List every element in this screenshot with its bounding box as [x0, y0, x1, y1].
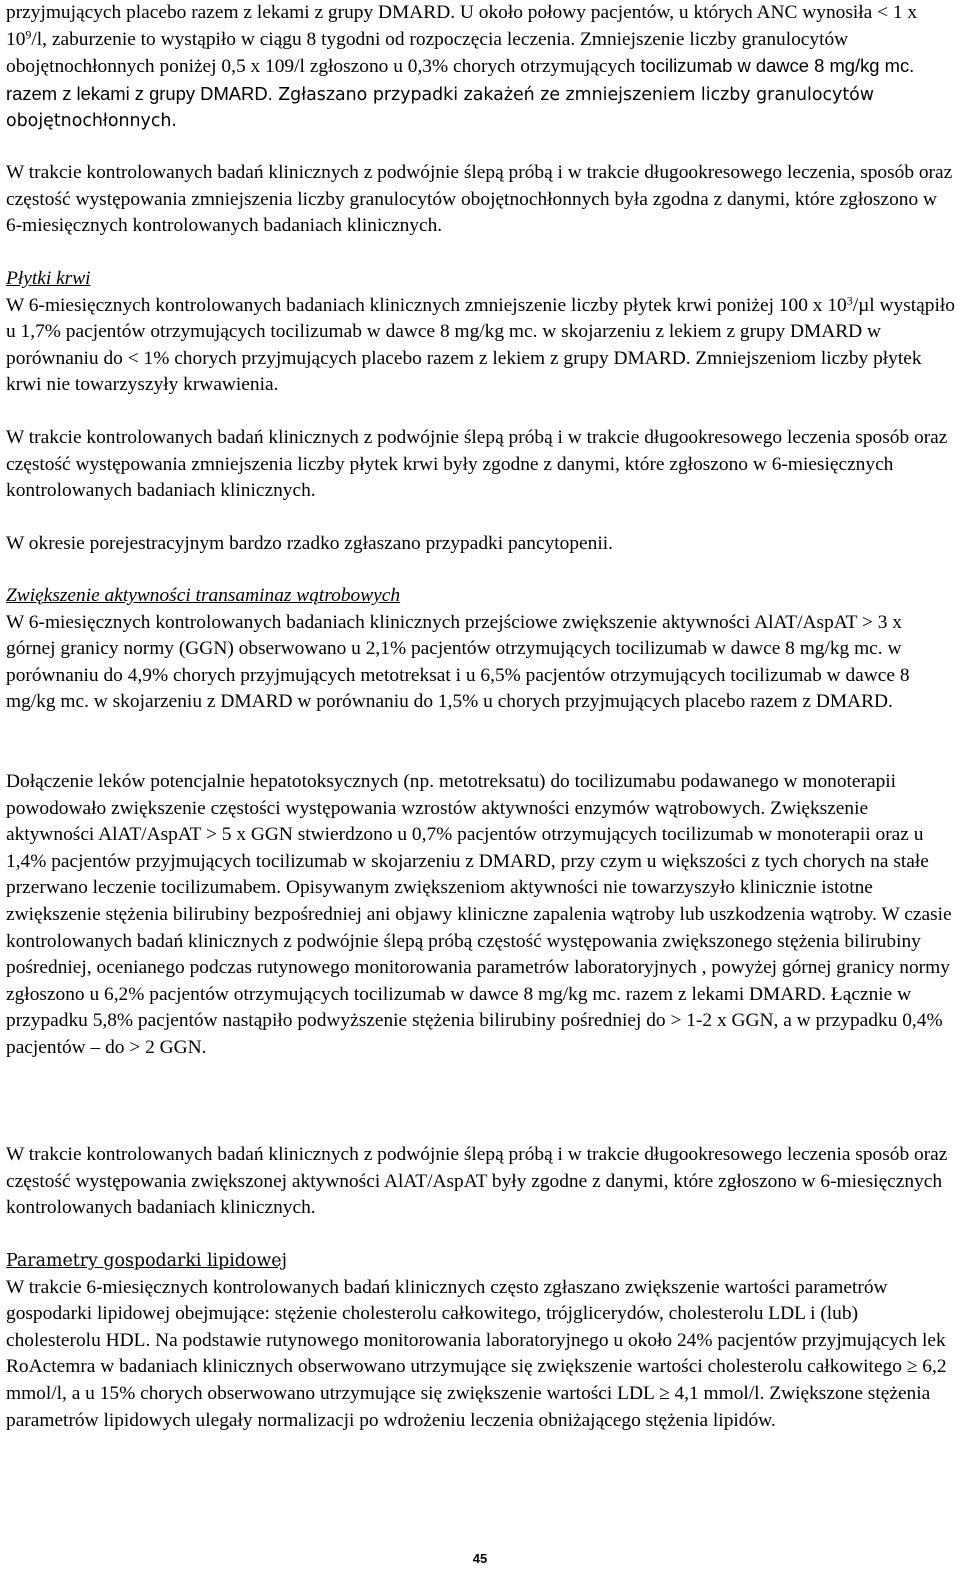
section-text: W 6-miesięcznych kontrolowanych badaniach klinicznych przejściowe zwiększenie aktywności AlAT/AspAT > 3 x górnej granicy normy (GGN) obserwowano u 2,1% pacjentów otrzymujących tocilizumab w dawce 8 mg/kg mc. w porównaniu do 4,9% chorych przyjmujących metotreksat i u 6,5% pacjentów otrzymujących tocilizumab w dawce 8 mg/kg mc. w skojarzeniu z DMARD w porównaniu do 1,5% u chorych przyjmujących placebo razem z DMARD.	[6, 611, 910, 713]
section-text	[6, 293, 956, 399]
paragraph-transaminases-long-term: W trakcie kontrolowanych badań klinicznych z podwójnie ślepą próbą i w trakcie długookresowego leczenia sposób oraz częstość występowania zwiększonej aktywności AlAT/AspAT były zgodne z danymi, które zgłoszono w 6-miesięcznych kontrolowanych badaniach klinicznych.	[6, 1144, 948, 1219]
section-platelets	[6, 266, 956, 399]
text-run: /µl wystąpiło u 1,7% pacjentów otrzymujących tocilizumab w dawce 8 mg/kg mc. w skojarzeniu z lekiem z grupy DMARD w porównaniu do < 1% chorych przyjmujących placebo razem z lekiem z grupy DMARD. Zmniejszeniom liczby płytek krwi nie towarzyszyły krwawienia.	[6, 294, 955, 396]
paragraph-neutrophils-continued	[6, 0, 956, 135]
text-run: tocilizumab w dawce 8 mg/kg mc. razem z lekami z grupy DMARD.	[6, 55, 915, 104]
section-lipids	[6, 1248, 956, 1434]
paragraph-hepatotoxic: Dołączenie leków potencjalnie hepatotoksycznych (np. metotreksatu) do tocilizumabu podawanego w monoterapii powodowało zwiększenie częstości występowania wzrostów aktywności enzymów wątrobowych. Zwiększenie aktywności AlAT/AspAT > 5 x GGN stwierdzono u 0,7% pacjentów otrzymujących tocilizumab w monoterapii oraz u 1,4% pacjentów przyjmujących tocilizumab w skojarzeniu z DMARD, przy czym u większości z tych chorych na stałe przerwano leczenie tocilizumabem. Opisywanym zwiększeniom aktywności nie towarzyszyło klinicznie istotne zwiększenie stężenia bilirubiny bezpośredniej ani objawy kliniczne zapalenia wątroby lub uszkodzenia wątroby. W czasie kontrolowanych badań klinicznych z podwójnie ślepą próbą częstość występowania zwiększonego stężenia bilirubiny pośredniej, ocenianego podczas rutynowego monitorowania parametrów laboratoryjnych , powyżej górnej granicy normy zgłoszono u 6,2% pacjentów otrzymujących tocilizumab w dawce 8 mg/kg mc. razem z lekami DMARD. Łącznie w przypadku 5,8% pacjentów nastąpiło podwyższenie stężenia bilirubiny pośredniej do > 1-2 x GGN, a w przypadku 0,4% pacjentów – do > 2 GGN.	[6, 771, 952, 1058]
superscript: 9	[25, 27, 32, 41]
section-heading: Płytki krwi	[6, 268, 91, 289]
text-run: przyjmujących placebo razem z lekami z grupy DMARD. U około połowy pacjentów, u których ANC wynosiła < 1 x 10	[6, 2, 918, 50]
section-transaminases	[6, 583, 956, 716]
section-heading: Zwiększenie aktywności transaminaz wątrobowych	[6, 585, 401, 606]
text-run: W 6-miesięcznych kontrolowanych badaniach klinicznych zmniejszenie liczby płytek krwi poniżej 100 x 10	[6, 294, 847, 316]
paragraph-pancytopenia: W okresie porejestracyjnym bardzo rzadko zgłaszano przypadki pancytopenii.	[6, 533, 613, 554]
section-text: W trakcie 6-miesięcznych kontrolowanych badań klinicznych często zgłaszano zwiększenie wartości parametrów gospodarki lipidowej obejmujące: stężenie cholesterolu całkowitego, trójglicerydów, cholesterolu LDL i (lub) cholesterolu HDL. Na podstawie rutynowego monitorowania laboratoryjnego u około 24% pacjentów przyjmujących lek RoActemra w badaniach klinicznych obserwowano utrzymujące się zwiększenie wartości cholesterolu całkowitego ≥ 6,2 mmol/l, a u 15% chorych obserwowano utrzymujące się zwiększenie wartości LDL ≥ 4,1 mmol/l. Zwiększone stężenia parametrów lipidowych ulegały normalizacji po wdrożeniu leczenia obniżającego stężenia lipidów.	[6, 1276, 947, 1431]
text-run: Zgłaszano przypadki zakażeń ze zmniejszeniem liczby granulocytów obojętnochłonnych.	[6, 84, 875, 132]
paragraph-neutrophils-long-term: W trakcie kontrolowanych badań klinicznych z podwójnie ślepą próbą i w trakcie długookresowego leczenia, sposób oraz częstość występowania zmniejszenia liczby granulocytów obojętnochłonnych była zgodna z danymi, które zgłoszono w 6-miesięcznych kontrolowanych badaniach klinicznych.	[6, 162, 953, 237]
text-run: /l, zaburzenie to wystąpiło w ciągu 8 tygodni od rozpoczęcia leczenia. Zmniejszenie liczby granulocytów obojętnochłonnych poniżej 0,5 x 109/l zgłoszono u 0,3% chorych otrzymujących	[6, 28, 849, 78]
paragraph-platelets-long-term: W trakcie kontrolowanych badań klinicznych z podwójnie ślepą próbą i w trakcie długookresowego leczenia sposób oraz częstość występowania zmniejszenia liczby płytek krwi były zgodne z danymi, które zgłoszono w 6-miesięcznych kontrolowanych badaniach klinicznych.	[6, 427, 948, 502]
page-number: 45	[472, 1551, 488, 1566]
section-heading: Parametry gospodarki lipidowej	[6, 1251, 287, 1271]
superscript: 3	[846, 293, 853, 307]
